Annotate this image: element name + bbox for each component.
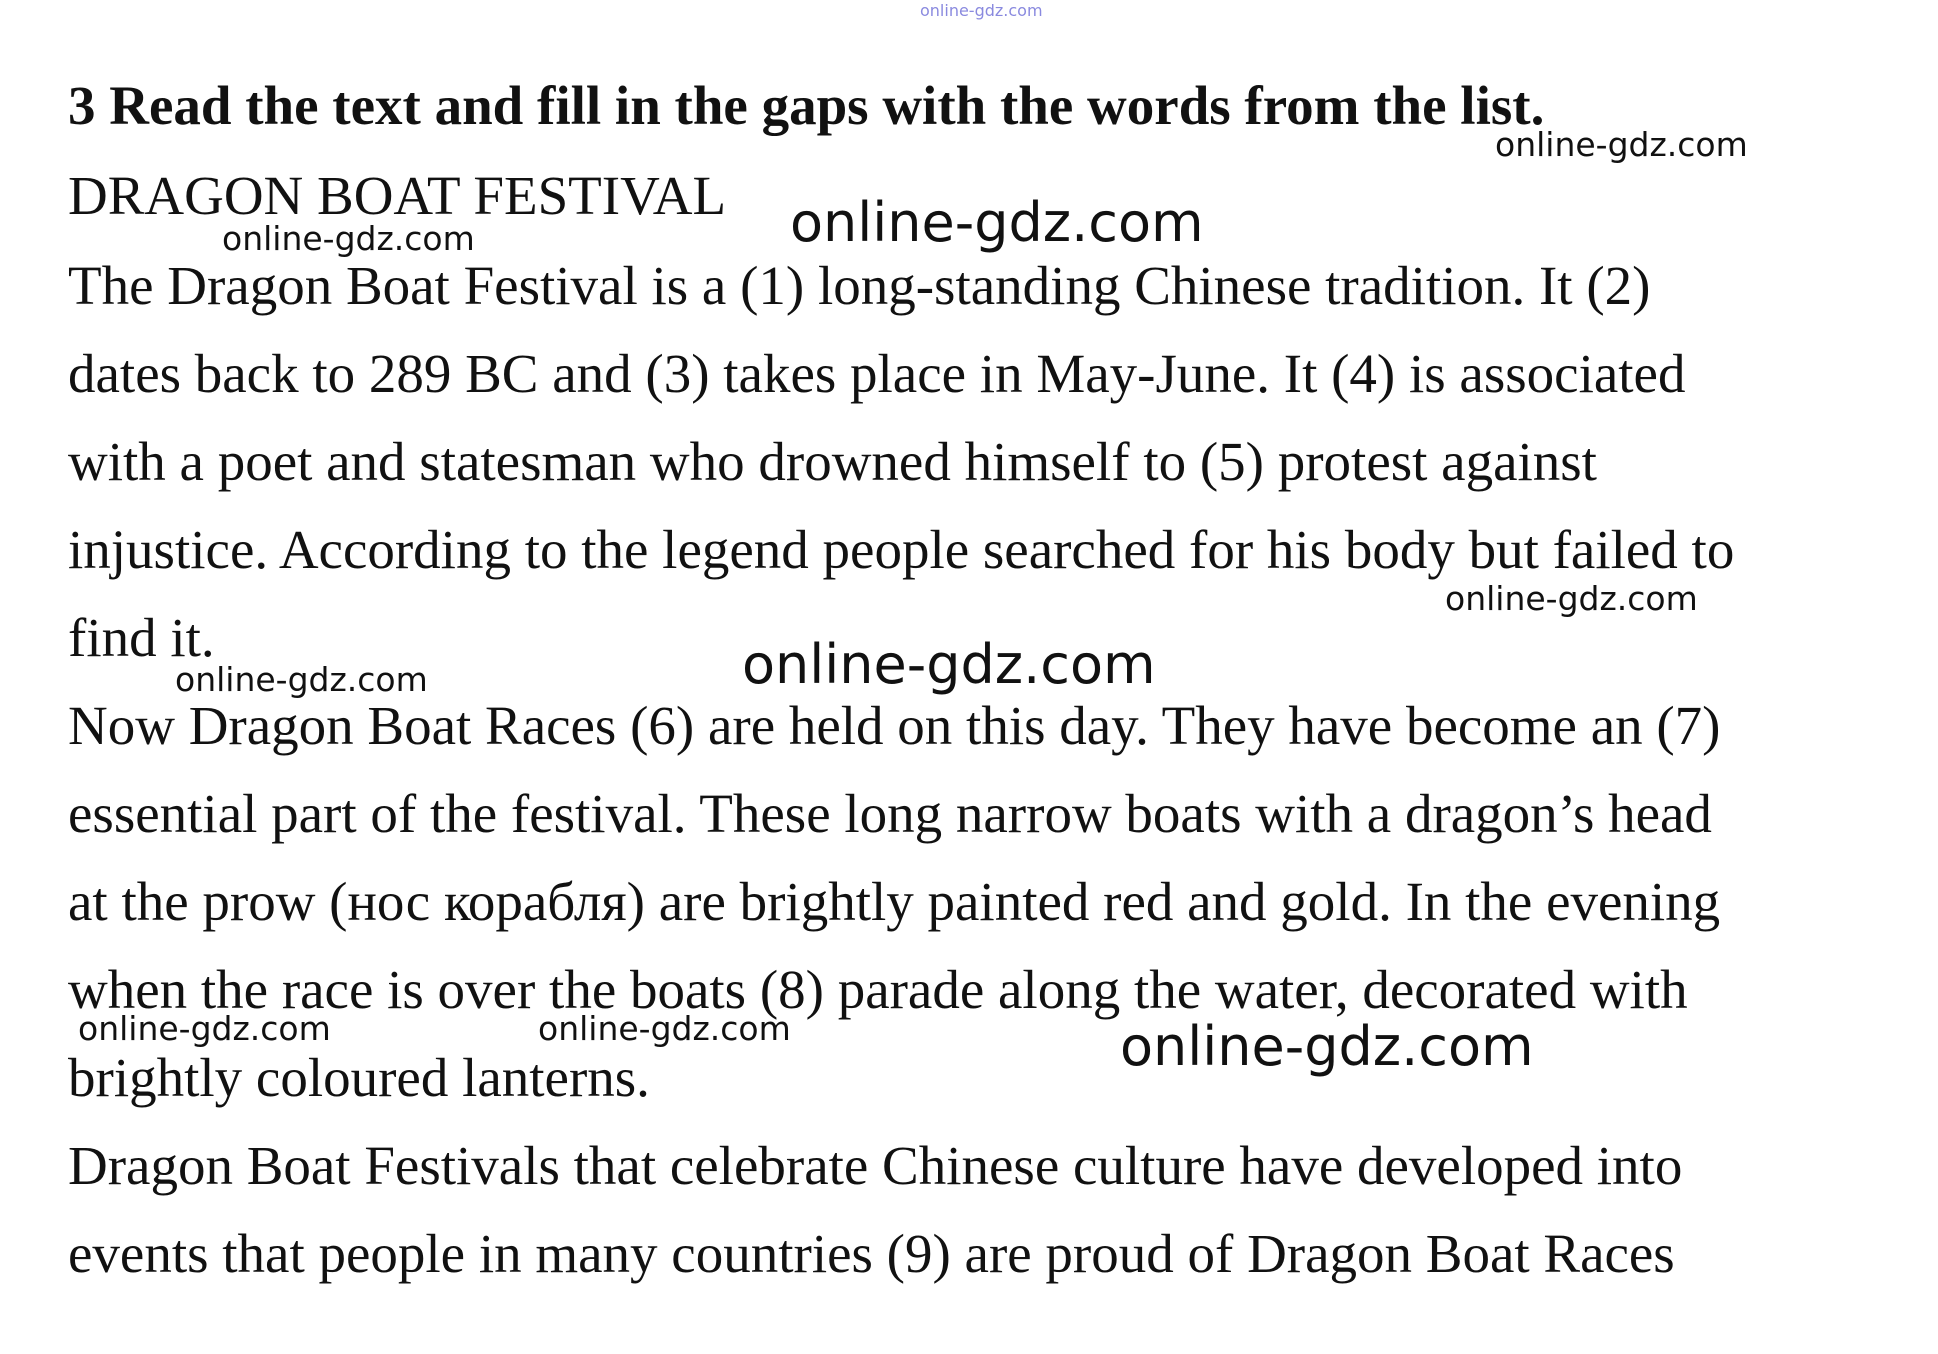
text-line-3: with a poet and statesman who drowned himself to (5) protest against	[68, 431, 1597, 492]
watermark: online-gdz.com	[790, 191, 1204, 254]
text-line-1: The Dragon Boat Festival is a (1) long-standing Chinese tradition. It (2)	[68, 255, 1651, 316]
text-line-9: when the race is over the boats (8) parade along the water, decorated with	[68, 959, 1688, 1020]
watermark-top: online-gdz.com	[920, 1, 1043, 20]
watermark: online-gdz.com	[175, 660, 428, 699]
watermark: online-gdz.com	[1445, 579, 1698, 618]
exercise-heading: 3 Read the text and fill in the gaps with the words from the list.	[68, 75, 1545, 136]
text-line-5: find it.	[68, 607, 215, 668]
text-line-6: Now Dragon Boat Races (6) are held on this day. They have become an (7)	[68, 695, 1721, 756]
text-line-7: essential part of the festival. These long narrow boats with a dragon’s head	[68, 783, 1712, 844]
text-title: DRAGON BOAT FESTIVAL	[68, 165, 727, 226]
watermark: online-gdz.com	[1495, 125, 1748, 164]
watermark: online-gdz.com	[538, 1009, 791, 1048]
watermark: online-gdz.com	[742, 633, 1156, 696]
watermark: online-gdz.com	[78, 1009, 331, 1048]
text-line-2: dates back to 289 BC and (3) takes place in May-June. It (4) is associated	[68, 343, 1686, 404]
watermark: online-gdz.com	[1120, 1015, 1534, 1078]
text-line-8: at the prow (нос корабля) are brightly painted red and gold. In the evening	[68, 871, 1721, 932]
text-line-11: Dragon Boat Festivals that celebrate Chinese culture have developed into	[68, 1135, 1683, 1196]
text-line-10: brightly coloured lanterns.	[68, 1047, 650, 1108]
text-line-12: events that people in many countries (9) are proud of Dragon Boat Races	[68, 1223, 1675, 1284]
watermark: online-gdz.com	[222, 219, 475, 258]
text-line-4: injustice. According to the legend people searched for his body but failed to	[68, 519, 1735, 580]
